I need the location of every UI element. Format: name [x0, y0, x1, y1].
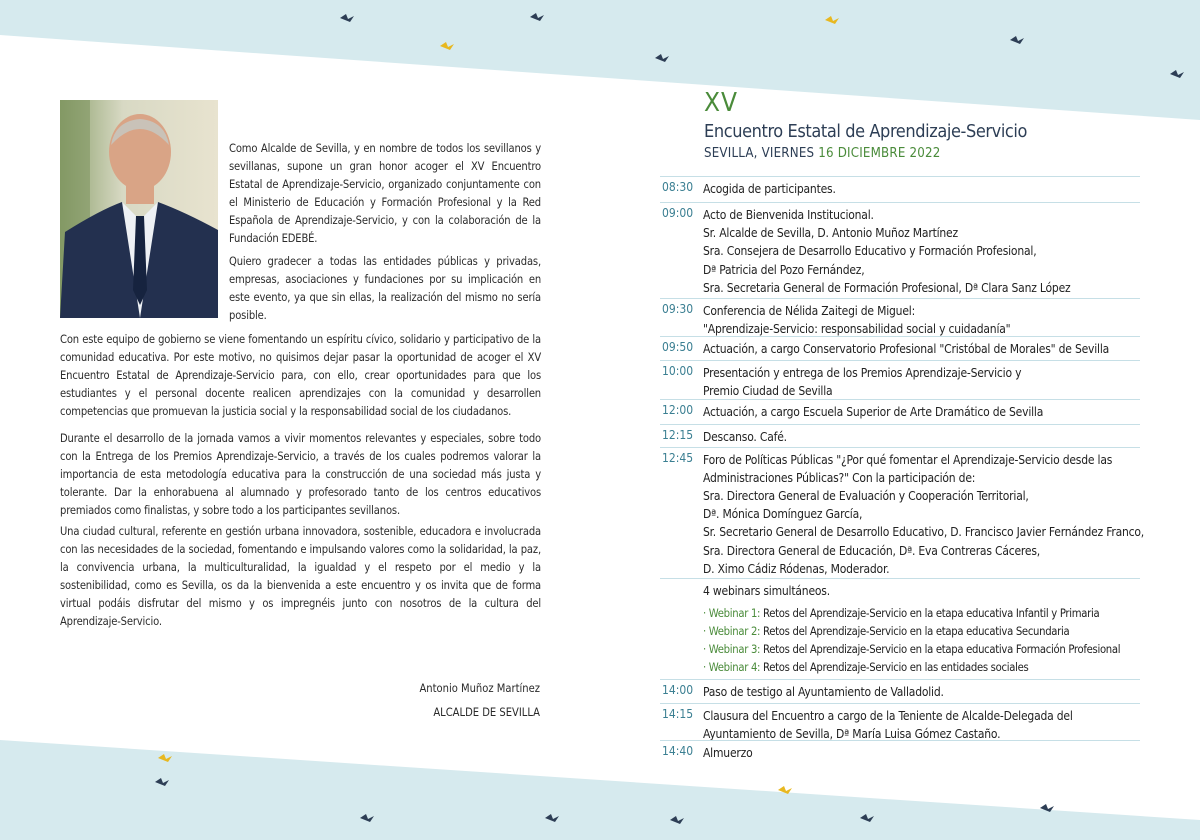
webinar-title: Retos del Aprendizaje-Servicio en la etapa educativa Infantil y Primaria — [760, 607, 1100, 620]
schedule-row — [660, 298, 1140, 337]
schedule-line: Sra. Directora General de Evaluación y Cooperación Territorial, — [703, 489, 1029, 503]
schedule-row — [660, 578, 1140, 598]
schedule-line: Sra. Consejera de Desarrollo Educativo y Formación Profesional, — [703, 244, 1037, 259]
schedule-row — [660, 176, 1140, 196]
webinar-item — [703, 623, 1069, 641]
schedule-row — [660, 447, 1140, 486]
schedule-line: Actuación, a cargo Conservatorio Profesional "Cristóbal de Morales" de Sevilla — [703, 342, 1110, 356]
schedule-line: Paso de testigo al Ayuntamiento de Valladolid. — [703, 685, 944, 699]
schedule-line: Acogida de participantes. — [703, 182, 836, 196]
schedule-line: Foro de Políticas Públicas "¿Por qué fomentar el Aprendizaje-Servicio desde las — [703, 453, 1113, 467]
webinar-label: · Webinar 2: — [703, 625, 761, 638]
webinar-item — [703, 641, 1120, 659]
schedule-line: Administraciones Públicas?" Con la participación de: — [703, 471, 976, 486]
body-paragraph-2: Durante el desarrollo de la jornada vamos a vivir momentos relevantes y especiales, sobre todo con la Entrega de los Premios Aprendizaje-Servicio, a través de los cuales podremos valorar la importancia de esta metodología educativa para la construcción de una sociedad más justa y tolerante. Dar la enhorabuena al alumnado y profesorado tanto de los centros educativos premiados como finalistas, y sobre todo a los participantes sevillanos. — [60, 432, 541, 517]
schedule-line: Acto de Bienvenida Institucional. — [703, 208, 874, 222]
schedule-time: 12:00 — [662, 403, 694, 417]
schedule-line: Ayuntamiento de Sevilla, Dª María Luisa Gómez Castaño. — [703, 727, 1001, 742]
schedule-line: Sr. Secretario General de Desarrollo Educativo, D. Francisco Javier Fernández Franco, — [703, 525, 1145, 540]
schedule-row — [660, 424, 1140, 444]
schedule-row — [660, 740, 1140, 760]
schedule-time: 09:50 — [662, 340, 694, 354]
schedule-time: 14:00 — [662, 683, 694, 697]
schedule-line: Sra. Secretaria General de Formación Profesional, Dª Clara Sanz López — [703, 280, 1071, 295]
event-edition: XV — [704, 88, 739, 118]
mayor-portrait — [60, 100, 218, 318]
webinar-title: Retos del Aprendizaje-Servicio en la etapa educativa Secundaria — [760, 625, 1070, 638]
schedule-line: Descanso. Café. — [703, 430, 787, 444]
schedule-row — [660, 360, 1140, 399]
signature-name: Antonio Muñoz Martínez — [419, 682, 540, 695]
schedule-row — [660, 679, 1140, 699]
schedule-time: 10:00 — [662, 364, 694, 378]
schedule-row — [660, 703, 1140, 742]
schedule-line: Sra. Directora General de Educación, Dª. Eva Contreras Cáceres, — [703, 543, 1041, 558]
webinar-label: · Webinar 3: — [703, 643, 761, 656]
webinar-item — [703, 605, 1099, 623]
schedule-time: 14:15 — [662, 707, 694, 721]
schedule-line: Clausura del Encuentro a cargo de la Teniente de Alcalde-Delegada del — [703, 709, 1073, 723]
date-day: 16 DICIEMBRE 2022 — [818, 146, 941, 161]
schedule-line: Sr. Alcalde de Sevilla, D. Antonio Muñoz Martínez — [703, 226, 958, 241]
body-paragraph-1: Con este equipo de gobierno se viene fomentando un espíritu cívico, solidario y participativo de la comunidad educativa. Por este motivo, no quisimos dejar pasar la oportunidad de acoger el XV Encuentro Estatal de Aprendizaje-Servicio para, con ello, crear oportunidades para que los estudiantes y el personal docente realicen aprendizajes con la comunidad y desarrollen competencias que promuevan la justicia social y la responsabilidad social de los ciudadanos. — [60, 333, 541, 418]
schedule-time: 12:15 — [662, 428, 694, 442]
schedule-time: 08:30 — [662, 180, 694, 194]
webinar-item — [703, 659, 1028, 677]
schedule-row — [660, 399, 1140, 419]
schedule-line: Dª Patricia del Pozo Fernández, — [703, 262, 865, 277]
schedule-time: 09:30 — [662, 302, 694, 316]
schedule-line: Presentación y entrega de los Premios Aprendizaje-Servicio y — [703, 366, 1022, 380]
schedule-time: 14:40 — [662, 744, 694, 758]
signature-title: ALCALDE DE SEVILLA — [433, 706, 540, 719]
webinar-label: · Webinar 4: — [703, 661, 761, 674]
schedule-line: Conferencia de Nélida Zaitegi de Miguel: — [703, 304, 916, 318]
schedule-line: Premio Ciudad de Sevilla — [703, 384, 833, 399]
intro-paragraph-2: Quiero gradecer a todas las entidades públicas y privadas, empresas, asociaciones y fundaciones por su implicación en este evento, ya que sin ellas, la realización del mismo no sería posible. — [229, 255, 541, 322]
schedule-line: Actuación, a cargo Escuela Superior de Arte Dramático de Sevilla — [703, 405, 1044, 419]
schedule-row — [660, 202, 1140, 295]
event-date — [704, 146, 940, 161]
schedule-line: Almuerzo — [703, 746, 753, 760]
schedule-row — [660, 336, 1140, 356]
schedule-time: 09:00 — [662, 206, 694, 220]
schedule-line: 4 webinars simultáneos. — [703, 584, 830, 598]
schedule-line: Dª. Mónica Domínguez García, — [703, 507, 863, 522]
webinar-label: · Webinar 1: — [703, 607, 761, 620]
intro-paragraph-1: Como Alcalde de Sevilla, y en nombre de todos los sevillanos y sevillanas, supone un gran honor acoger el XV Encuentro Estatal de Aprendizaje-Servicio, organizado conjuntamente con el Ministerio de Educación y Formación Profesional y la Red Española de Aprendizaje-Servicio, y con la colaboración de la Fundación EDEBÉ. — [229, 142, 541, 245]
event-title: Encuentro Estatal de Aprendizaje-Servicio — [704, 121, 1028, 142]
webinar-title: Retos del Aprendizaje-Servicio en la etapa educativa Formación Profesional — [760, 643, 1121, 656]
schedule-line: D. Ximo Cádiz Ródenas, Moderador. — [703, 561, 890, 576]
date-city: SEVILLA, VIERNES — [704, 146, 815, 161]
schedule-line: "Aprendizaje-Servicio: responsabilidad social y cuidadanía" — [703, 322, 1011, 337]
webinar-title: Retos del Aprendizaje-Servicio en las entidades sociales — [760, 661, 1029, 674]
body-paragraph-3: Una ciudad cultural, referente en gestión urbana innovadora, sostenible, educadora e involucrada con las necesidades de la sociedad, fomentando e impulsando valores como la solidaridad, la paz, la convivencia urbana, la multiculturalidad, la igualdad y el respeto por el medio y la sostenibilidad, como es Sevilla, os da la bienvenida a este encuentro y os invita que de forma virtual podáis disfrutar del mismo y os impregnéis junto con nosotros de la cultura del Aprendizaje-Servicio. — [60, 525, 541, 628]
schedule-time: 12:45 — [662, 451, 694, 465]
